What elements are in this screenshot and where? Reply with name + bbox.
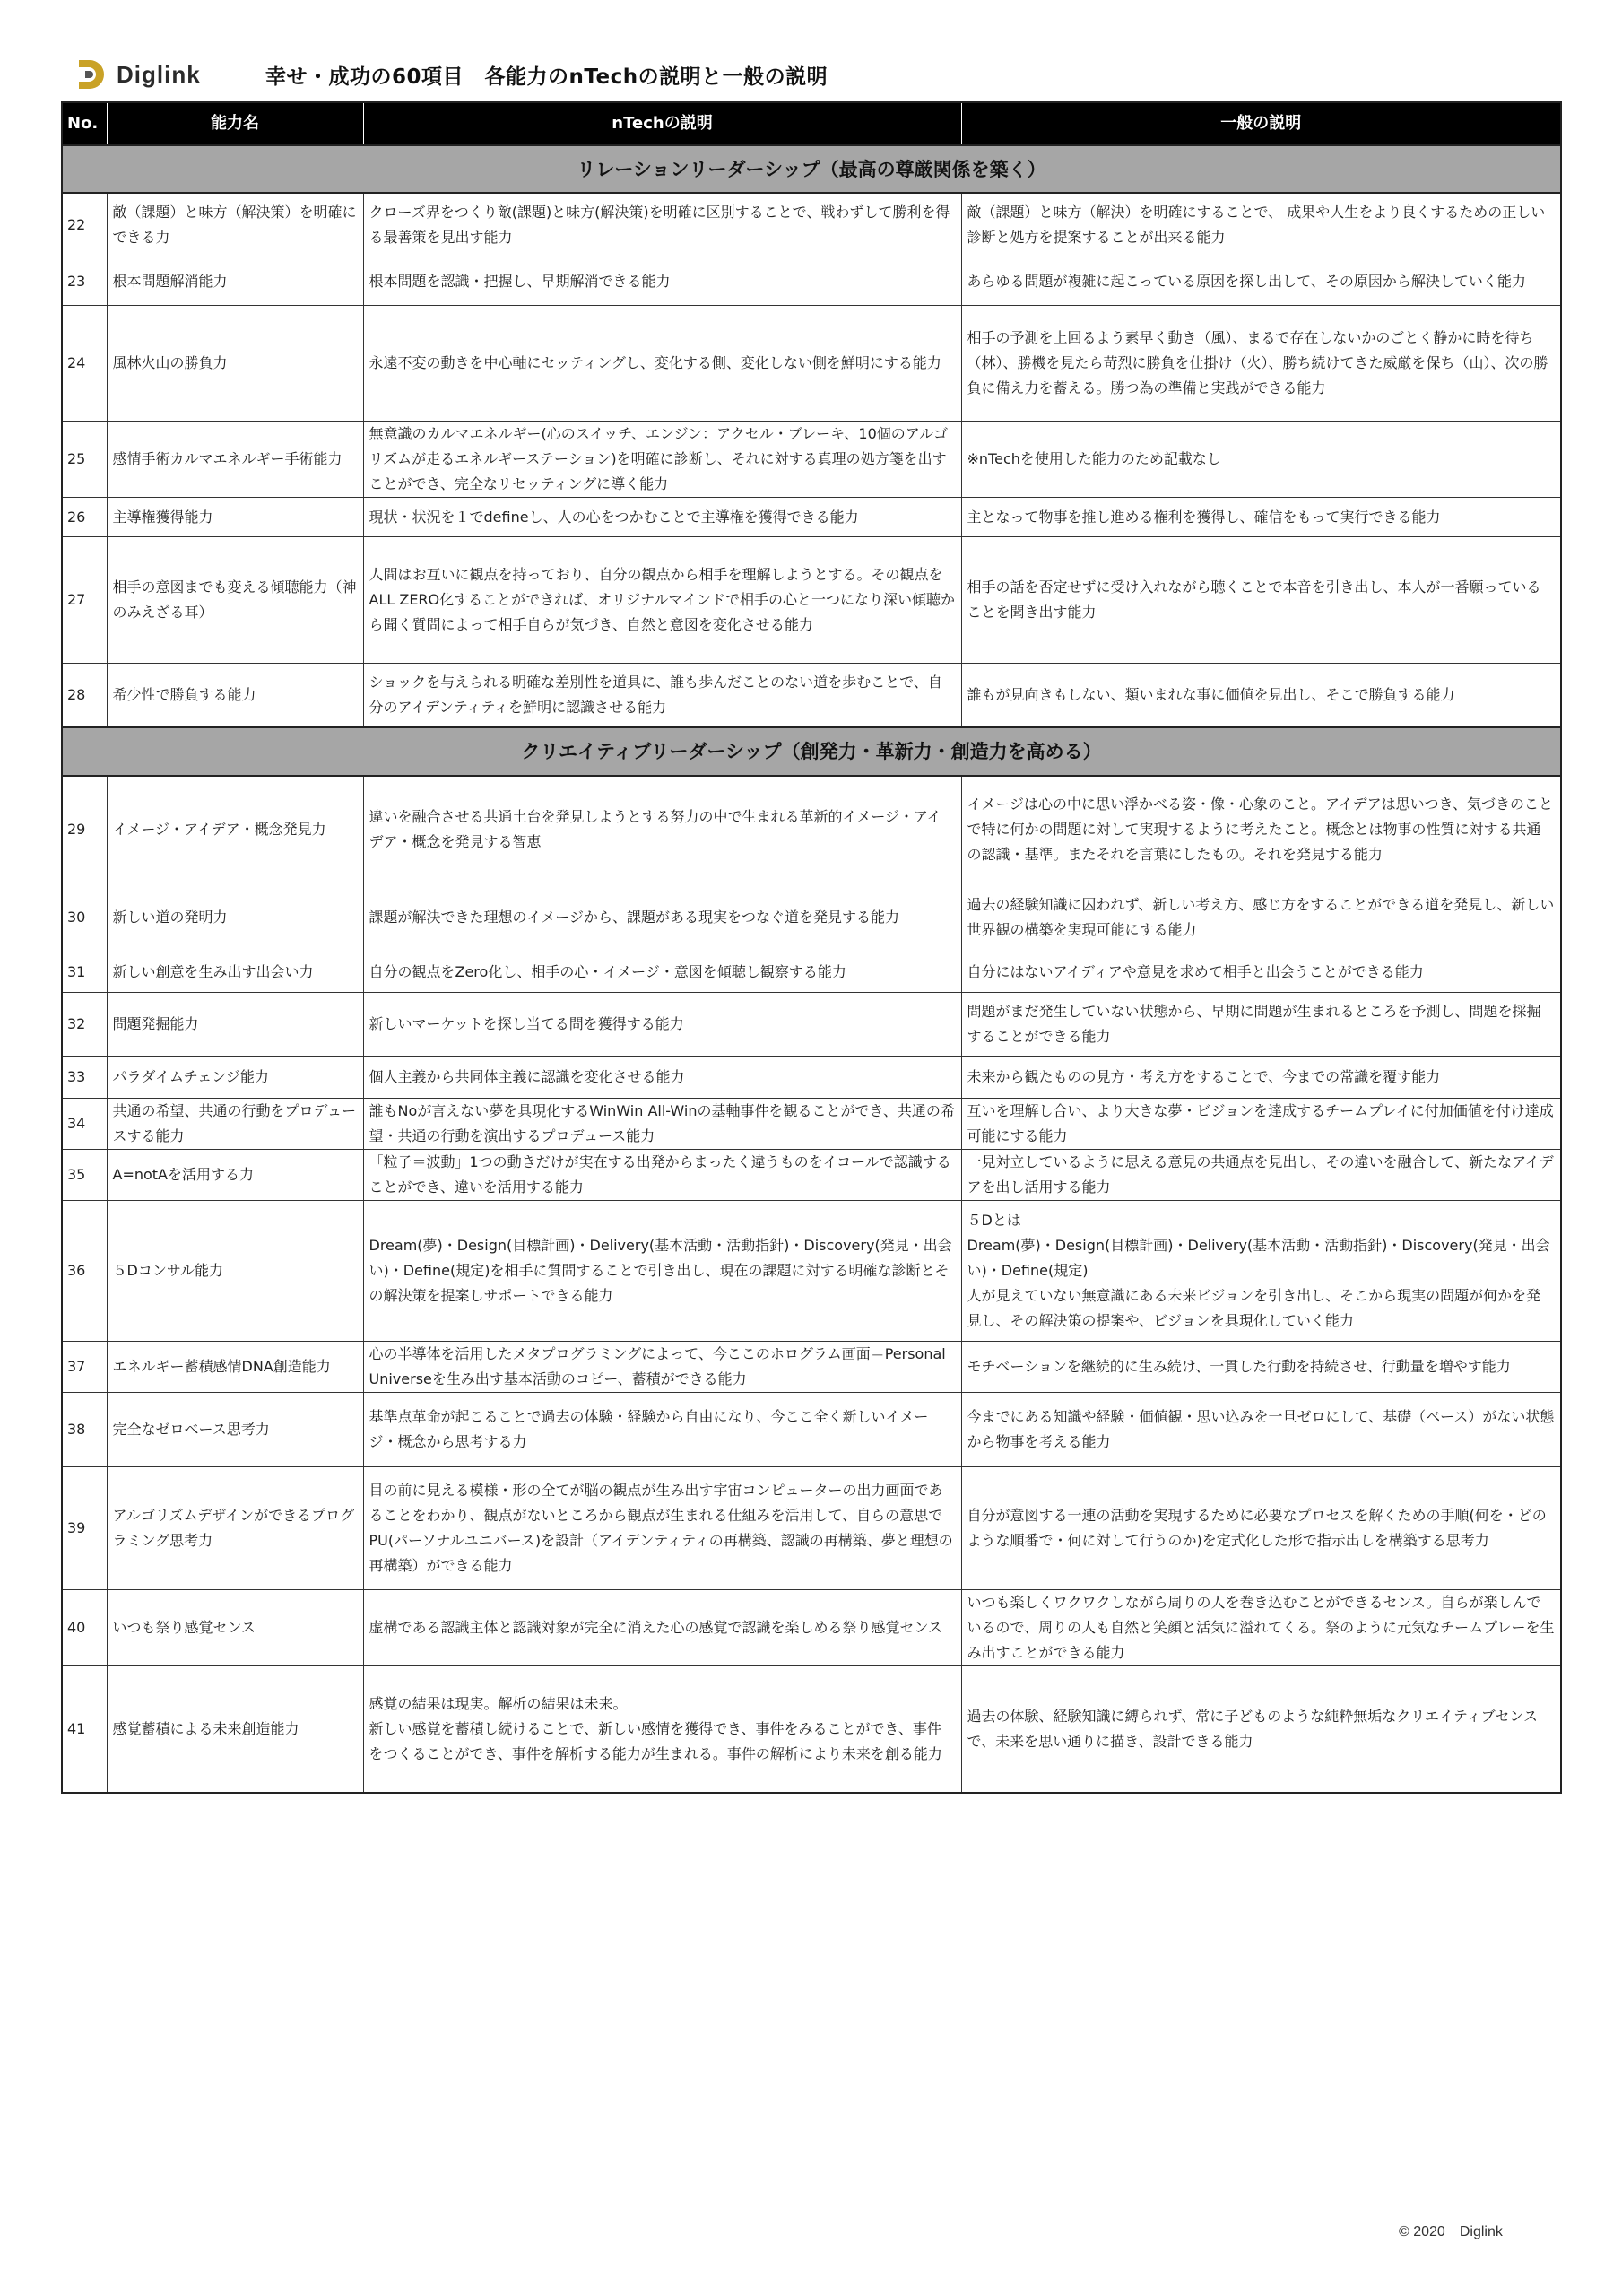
cell-general-description: 敵（課題）と味方（解決）を明確にすることで、 成果や人生をより良くするための正しい診断と処方を提案することが出来る能力	[961, 193, 1561, 257]
cell-general-description: 誰もが見向きもしない、類いまれな事に価値を見出し、そこで勝負する能力	[961, 664, 1561, 728]
column-header-ntech: nTechの説明	[363, 102, 961, 145]
cell-ntech-description: 個人主義から共同体主義に認識を変化させる能力	[363, 1057, 961, 1099]
table-row	[62, 1590, 1561, 1666]
table-row	[62, 1467, 1561, 1590]
cell-general-description: 未来から観たものの見方・考え方をすることで、今までの常識を覆す能力	[961, 1057, 1561, 1099]
diglink-logo-icon	[74, 57, 109, 92]
cell-ability-name: パラダイムチェンジ能力	[107, 1057, 363, 1099]
cell-general-description: イメージは心の中に思い浮かべる姿・像・心象のこと。アイデアは思いつき、気づきのことで特に何かの問題に対して実現するように考えたこと。概念とは物事の性質に対する共通の認識・基準。またそれを言葉にしたもの。それを発見する能力	[961, 776, 1561, 883]
column-header-general: 一般の説明	[961, 102, 1561, 145]
cell-ntech-description: Dream(夢)・Design(目標計画)・Delivery(基本活動・活動指針)・Discovery(発見・出会い)・Define(規定)を相手に質問することで引き出し、現在の課題に対する明確な診断とその解決策を提案しサポートできる能力	[363, 1201, 961, 1342]
cell-ability-name: ５Dコンサル能力	[107, 1201, 363, 1342]
cell-ability-name: イメージ・アイデア・概念発見力	[107, 776, 363, 883]
cell-ntech-description: 「粒子＝波動」1つの動きだけが実在する出発からまったく違うものをイコールで認識することができ、違いを活用する能力	[363, 1150, 961, 1201]
cell-ability-name: 根本問題解消能力	[107, 257, 363, 306]
cell-number: 38	[62, 1393, 107, 1467]
cell-ability-name: 相手の意図までも変える傾聴能力（神のみえざる耳）	[107, 537, 363, 664]
cell-ability-name: エネルギー蓄積感情DNA創造能力	[107, 1342, 363, 1393]
table-row	[62, 1342, 1561, 1393]
table-row	[62, 537, 1561, 664]
cell-general-description: 問題がまだ発生していない状態から、早期に問題が生まれるところを予測し、問題を採掘することができる能力	[961, 993, 1561, 1057]
cell-general-description: いつも楽しくワクワクしながら周りの人を巻き込むことができるセンス。自らが楽しんでいるので、周りの人も自然と笑顔と活気に溢れてくる。祭のように元気なチームプレーを生み出すことができる能力	[961, 1590, 1561, 1666]
document-title: 幸せ・成功の60項目 各能力のnTechの説明と一般の説明	[265, 65, 828, 89]
cell-number: 32	[62, 993, 107, 1057]
cell-number: 31	[62, 952, 107, 993]
section-title: リレーションリーダーシップ（最高の尊厳関係を築く）	[62, 145, 1561, 193]
cell-ntech-description: 根本問題を認識・把握し、早期解消できる能力	[363, 257, 961, 306]
table-row	[62, 1393, 1561, 1467]
column-header-no: No.	[62, 102, 107, 145]
cell-general-description: 主となって物事を推し進める権利を獲得し、確信をもって実行できる能力	[961, 498, 1561, 537]
table-row	[62, 664, 1561, 728]
cell-ability-name: 新しい道の発明力	[107, 883, 363, 952]
table-row	[62, 883, 1561, 952]
cell-ntech-description: 永遠不変の動きを中心軸にセッティングし、変化する側、変化しない側を鮮明にする能力	[363, 306, 961, 422]
abilities-table	[61, 101, 1562, 1794]
cell-number: 40	[62, 1590, 107, 1666]
diglink-logo	[74, 54, 201, 95]
cell-ntech-description: 違いを融合させる共通土台を発見しようとする努力の中で生まれる革新的イメージ・アイデア・概念を発見する智恵	[363, 776, 961, 883]
cell-ntech-description: 現状・状況を１でdefineし、人の心をつかむことで主導権を獲得できる能力	[363, 498, 961, 537]
cell-general-description: あらゆる問題が複雑に起こっている原因を探し出して、その原因から解決していく能力	[961, 257, 1561, 306]
cell-ntech-description: 自分の観点をZero化し、相手の心・イメージ・意図を傾聴し観察する能力	[363, 952, 961, 993]
table-row	[62, 498, 1561, 537]
cell-ntech-description: 課題が解決できた理想のイメージから、課題がある現実をつなぐ道を発見する能力	[363, 883, 961, 952]
table-row	[62, 1099, 1561, 1150]
table-row	[62, 1057, 1561, 1099]
cell-ability-name: 感覚蓄積による未来創造能力	[107, 1666, 363, 1794]
cell-ability-name: 風林火山の勝負力	[107, 306, 363, 422]
table-row	[62, 422, 1561, 498]
copyright-footer: © 2020 Diglink	[1399, 2224, 1503, 2239]
cell-general-description: ５Dとは Dream(夢)・Design(目標計画)・Delivery(基本活動・活動指針)・Discovery(発見・出会い)・Define(規定) 人が見えていない無意識にある未来ビジョンを引き出し、そこから現実の問題が何かを発見し、その解決策の提案や、ビジョンを具現化していく能力	[961, 1201, 1561, 1342]
cell-general-description: 互いを理解し合い、より大きな夢・ビジョンを達成するチームプレイに付加価値を付け達成可能にする能力	[961, 1099, 1561, 1150]
cell-ntech-description: 目の前に見える模様・形の全てが脳の観点が生み出す宇宙コンピューターの出力画面であることをわかり、観点がないところから観点が生まれる仕組みを活用して、自らの意思でPU(パーソナルユニバース)を設計（アイデンティティの再構築、認識の再構築、夢と理想の再構築）ができる能力	[363, 1467, 961, 1590]
cell-general-description: 自分にはないアイディアや意見を求めて相手と出会うことができる能力	[961, 952, 1561, 993]
cell-general-description: モチベーションを継続的に生み続け、一貫した行動を持続させ、行動量を増やす能力	[961, 1342, 1561, 1393]
cell-number: 30	[62, 883, 107, 952]
logo-text: Diglink	[117, 60, 201, 88]
cell-ntech-description: 新しいマーケットを探し当てる問を獲得する能力	[363, 993, 961, 1057]
table-row	[62, 257, 1561, 306]
cell-number: 41	[62, 1666, 107, 1794]
table-row	[62, 1666, 1561, 1794]
cell-ntech-description: クローズ界をつくり敵(課題)と味方(解決策)を明確に区別することで、戦わずして勝利を得る最善策を見出す能力	[363, 193, 961, 257]
cell-ability-name: 主導権獲得能力	[107, 498, 363, 537]
table-header	[62, 102, 1561, 145]
cell-number: 35	[62, 1150, 107, 1201]
table-row	[62, 776, 1561, 883]
cell-number: 25	[62, 422, 107, 498]
table-row	[62, 993, 1561, 1057]
cell-ability-name: いつも祭り感覚センス	[107, 1590, 363, 1666]
cell-ntech-description: ショックを与えられる明確な差別性を道具に、誰も歩んだことのない道を歩むことで、自分のアイデンティティを鮮明に認識させる能力	[363, 664, 961, 728]
cell-general-description: 一見対立しているように思える意見の共通点を見出し、その違いを融合して、新たなアイデアを出し活用する能力	[961, 1150, 1561, 1201]
cell-ability-name: 問題発掘能力	[107, 993, 363, 1057]
table-row	[62, 1201, 1561, 1342]
cell-number: 34	[62, 1099, 107, 1150]
cell-general-description: ※nTechを使用した能力のため記載なし	[961, 422, 1561, 498]
section-row	[62, 727, 1561, 776]
cell-ntech-description: 人間はお互いに観点を持っており、自分の観点から相手を理解しようとする。その観点をALL ZERO化することができれば、オリジナルマインドで相手の心と一つになり深い傾聴から聞く質問によって相手自らが気づき、自然と意図を変化させる能力	[363, 537, 961, 664]
table-body	[62, 145, 1561, 1793]
cell-ntech-description: 感覚の結果は現実。解析の結果は未来。 新しい感覚を蓄積し続けることで、新しい感情を獲得でき、事件をみることができ、事件をつくることができ、事件を解析する能力が生まれる。事件の解析により未来を創る能力	[363, 1666, 961, 1794]
cell-number: 24	[62, 306, 107, 422]
cell-ability-name: 新しい創意を生み出す出会い力	[107, 952, 363, 993]
cell-number: 33	[62, 1057, 107, 1099]
cell-ability-name: A=notAを活用する力	[107, 1150, 363, 1201]
cell-general-description: 過去の体験、経験知識に縛られず、常に子どものような純粋無垢なクリエイティブセンスで、未来を思い通りに描き、設計できる能力	[961, 1666, 1561, 1794]
cell-number: 37	[62, 1342, 107, 1393]
cell-ability-name: 完全なゼロベース思考力	[107, 1393, 363, 1467]
cell-ability-name: 敵（課題）と味方（解決策）を明確にできる力	[107, 193, 363, 257]
cell-number: 39	[62, 1467, 107, 1590]
table-row	[62, 1150, 1561, 1201]
cell-general-description: 相手の話を否定せずに受け入れながら聴くことで本音を引き出し、本人が一番願っていることを聞き出す能力	[961, 537, 1561, 664]
cell-ntech-description: 基準点革命が起こることで過去の体験・経験から自由になり、今ここ全く新しいイメージ・概念から思考する力	[363, 1393, 961, 1467]
table-row	[62, 193, 1561, 257]
table-row	[62, 952, 1561, 993]
cell-ntech-description: 誰もNoが言えない夢を具現化するWinWin All-Winの基軸事件を観ることができ、共通の希望・共通の行動を演出するプロデュース能力	[363, 1099, 961, 1150]
cell-number: 28	[62, 664, 107, 728]
cell-number: 22	[62, 193, 107, 257]
cell-number: 23	[62, 257, 107, 306]
cell-number: 27	[62, 537, 107, 664]
cell-general-description: 今までにある知識や経験・価値観・思い込みを一旦ゼロにして、基礎（ベース）がない状態から物事を考える能力	[961, 1393, 1561, 1467]
cell-ntech-description: 心の半導体を活用したメタプログラミングによって、今ここのホログラム画面＝Personal Universeを生み出す基本活動のコピー、蓄積ができる能力	[363, 1342, 961, 1393]
cell-ability-name: 希少性で勝負する能力	[107, 664, 363, 728]
table-row	[62, 306, 1561, 422]
page-header	[63, 52, 1560, 97]
cell-general-description: 相手の予測を上回るよう素早く動き（風）、まるで存在しないかのごとく静かに時を待ち（林）、勝機を見たら苛烈に勝負を仕掛け（火）、勝ち続けてきた威厳を保ち（山）、次の勝負に備え力を蓄える。勝つ為の準備と実践ができる能力	[961, 306, 1561, 422]
column-header-name: 能力名	[107, 102, 363, 145]
cell-ability-name: 共通の希望、共通の行動をプロデュースする能力	[107, 1099, 363, 1150]
cell-ntech-description: 無意識のカルマエネルギー(心のスイッチ、エンジン：アクセル・ブレーキ、10個のアルゴリズムが走るエネルギーステーション)を明確に診断し、それに対する真理の処方箋を出すことができ、完全なリセッティングに導く能力	[363, 422, 961, 498]
cell-general-description: 自分が意図する一連の活動を実現するために必要なプロセスを解くための手順(何を・どのような順番で・何に対して行うのか)を定式化した形で指示出しを構築する思考力	[961, 1467, 1561, 1590]
section-row	[62, 145, 1561, 193]
cell-ability-name: 感情手術カルマエネルギー手術能力	[107, 422, 363, 498]
cell-number: 29	[62, 776, 107, 883]
cell-ability-name: アルゴリズムデザインができるプログラミング思考力	[107, 1467, 363, 1590]
cell-number: 36	[62, 1201, 107, 1342]
section-title: クリエイティブリーダーシップ（創発力・革新力・創造力を高める）	[62, 727, 1561, 776]
cell-ntech-description: 虚構である認識主体と認識対象が完全に消えた心の感覚で認識を楽しめる祭り感覚センス	[363, 1590, 961, 1666]
cell-general-description: 過去の経験知識に囚われず、新しい考え方、感じ方をすることができる道を発見し、新しい世界観の構築を実現可能にする能力	[961, 883, 1561, 952]
cell-number: 26	[62, 498, 107, 537]
